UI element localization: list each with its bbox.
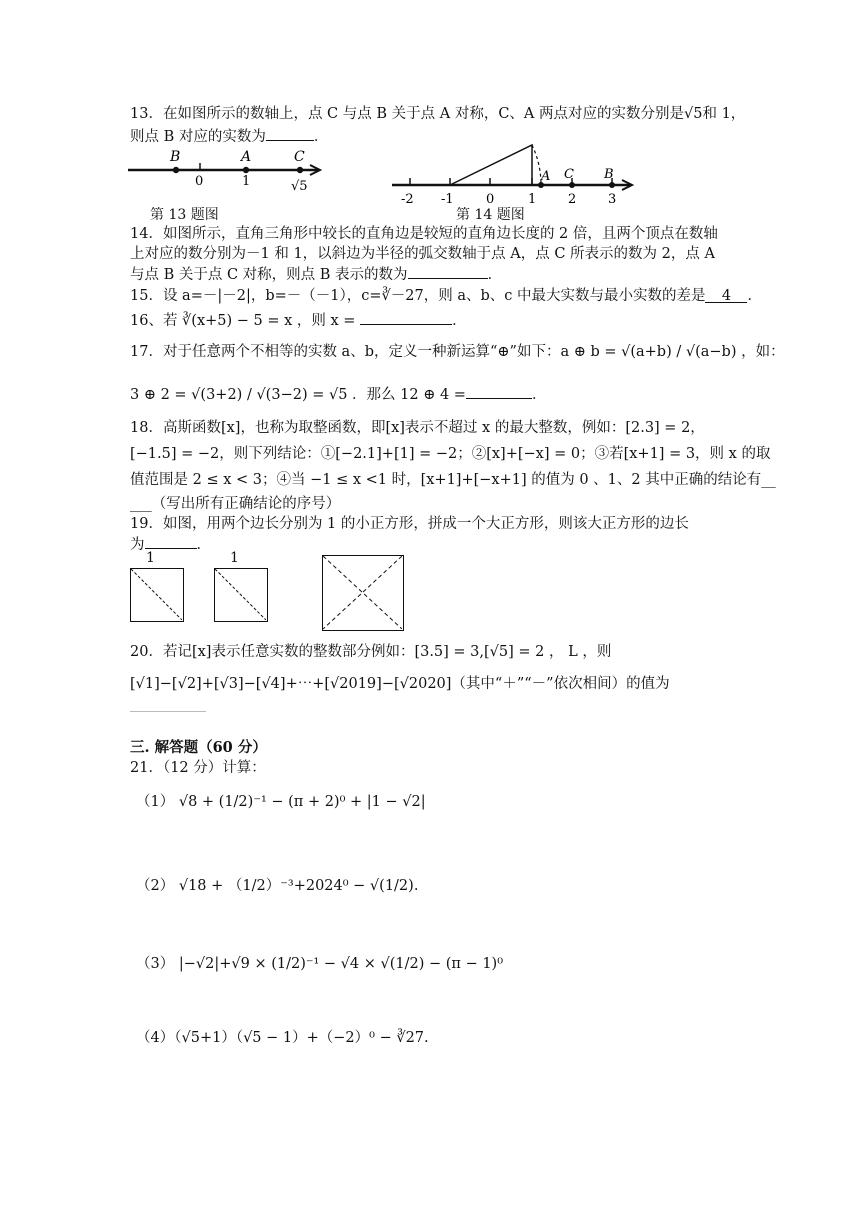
q16-line [130, 310, 467, 331]
q15-tail: ． [747, 288, 762, 304]
q13-tail: ． [313, 129, 329, 145]
q14-number-line-figure [392, 140, 642, 210]
q14-tail: ． [487, 267, 503, 283]
q21-part3: （3） |−√2|+√9 × (1/2)⁻¹ − √4 × √(1/2) − (π − 1)⁰ [136, 956, 504, 972]
q15-answer: 4 [705, 286, 747, 303]
q14-tick-2: 2 [568, 192, 577, 207]
q19-small-square-2 [214, 568, 268, 622]
q14-tick-1: 1 [528, 192, 537, 207]
q18-line4: ___（写出所有正确结论的序号） [130, 496, 341, 512]
q19-square2-label: 1 [230, 550, 239, 566]
q19-line1: 19．如图，用两个边长分别为 1 的小正方形，拼成一个大正方形，则该大正方形的边长 [130, 516, 689, 532]
q15-text: 15．设 a=－|－2|，b=－（－1），c=∛－27，则 a、b、c 中最大实数与最小实数的差是 [130, 288, 706, 304]
q21-part4: （4）（√5+1）（√5 − 1）+（−2）⁰ − ∛27. [136, 1030, 429, 1046]
q13-line2-text: 则点 B 对应的实数为 [130, 129, 266, 145]
q14-tick-neg2: -2 [401, 192, 414, 207]
q13-caption: 第 13 题图 [150, 207, 219, 223]
q19-line2-text: 为 [130, 537, 145, 553]
q16-lead: 16、若 ∛(x+5) − 5 = x ，则 x = [130, 313, 361, 329]
q13-label-root5: √5 [291, 179, 308, 194]
q14-line3 [130, 264, 502, 285]
q14-label-B: B [604, 167, 614, 182]
q18-line3: 值范围是 2 ≤ x < 3；④当 −1 ≤ x <1 时，[x+1]+[−x+1] 的值为 0 、1、2 其中正确的结论有__ [130, 472, 776, 488]
q14-label-C: C [564, 167, 574, 182]
q19-square1-label: 1 [146, 550, 155, 566]
q13-line2 [130, 126, 328, 147]
q13-label-B: B [170, 149, 181, 165]
q20-line2: [√1]−[√2]+[√3]−[√4]+⋯+[√2019]−[√2020]（其中“＋”“－”依次相间）的值为 [130, 676, 670, 692]
q14-line1: 14．如图所示，直角三角形中较长的直角边是较短的直角边长度的 2 倍，且两个顶点在数轴 [130, 226, 718, 242]
q14-tick-3: 3 [608, 192, 617, 207]
q13-label-C: C [294, 149, 305, 165]
q17-line2 [130, 384, 546, 405]
q14-answer-blank[interactable] [408, 264, 488, 279]
q14-tick-neg1: -1 [441, 192, 454, 207]
q17-line2-text: 3 ⊕ 2 = √(3+2) / √(3−2) = √5 ．那么 12 ⊕ 4 = [130, 387, 466, 403]
q21-title: 21．（12 分）计算： [130, 760, 266, 776]
q19-tail: ． [196, 537, 211, 553]
q21-part1: （1） √8 + (1/2)⁻¹ − (π + 2)⁰ + |1 − √2| [136, 794, 426, 810]
q14-label-A: A [541, 169, 551, 184]
q19-answer-blank[interactable] [145, 534, 197, 549]
q13-number-line-figure [128, 146, 328, 202]
q13-label-1: 1 [242, 174, 251, 189]
q20-answer-blank-row [130, 698, 206, 718]
q19-line2 [130, 534, 211, 555]
q17-tail: ． [531, 387, 547, 403]
q18-line2: [−1.5] = −2，则下列结论：①[−2.1]+[1] = −2；②[x]+[−x] = 0；③若[x+1] = 3，则 x 的取 [130, 446, 771, 462]
q16-tail: ． [452, 313, 467, 329]
q13-label-0: 0 [195, 174, 204, 189]
q21-part2: （2） √18 + （1/2）⁻³+2024⁰ − √(1/2). [136, 878, 419, 894]
q14-tick-0: 0 [486, 192, 495, 207]
q19-big-square [322, 555, 404, 631]
q14-line3-text: 与点 B 关于点 C 对称，则点 B 表示的数为 [130, 267, 408, 283]
q18-line1: 18．高斯函数[x]，也称为取整函数，即[x]表示不超过 x 的最大整数，例如：[2.3] = 2， [130, 420, 705, 436]
q16-answer-blank[interactable] [360, 310, 452, 325]
q17-line1: 17．对于任意两个不相等的实数 a、b，定义一种新运算“⊕”如下：a ⊕ b = √(a+b) / √(a−b) ，如： [130, 344, 785, 360]
section3-title: 三. 解答题（60 分） [130, 739, 267, 756]
q17-answer-blank[interactable] [466, 384, 532, 399]
q20-answer-blank[interactable] [130, 699, 206, 712]
q19-small-square-1 [130, 568, 184, 622]
q13-label-A: A [241, 149, 252, 165]
q13-line1: 13．在如图所示的数轴上，点 C 与点 B 关于点 A 对称，C、A 两点对应的实数分别是√5和 1， [130, 106, 746, 122]
q15-line [130, 286, 762, 306]
q14-caption: 第 14 题图 [456, 207, 525, 223]
q20-line1: 20．若记[x]表示任意实数的整数部分例如：[3.5] = 3,[√5] = 2 ， L ，则 [130, 644, 612, 660]
q14-line2: 上对应的数分别为－1 和 1，以斜边为半径的弧交数轴于点 A，点 C 所表示的数为 2，点 A [130, 246, 715, 262]
q13-answer-blank[interactable] [266, 126, 314, 141]
